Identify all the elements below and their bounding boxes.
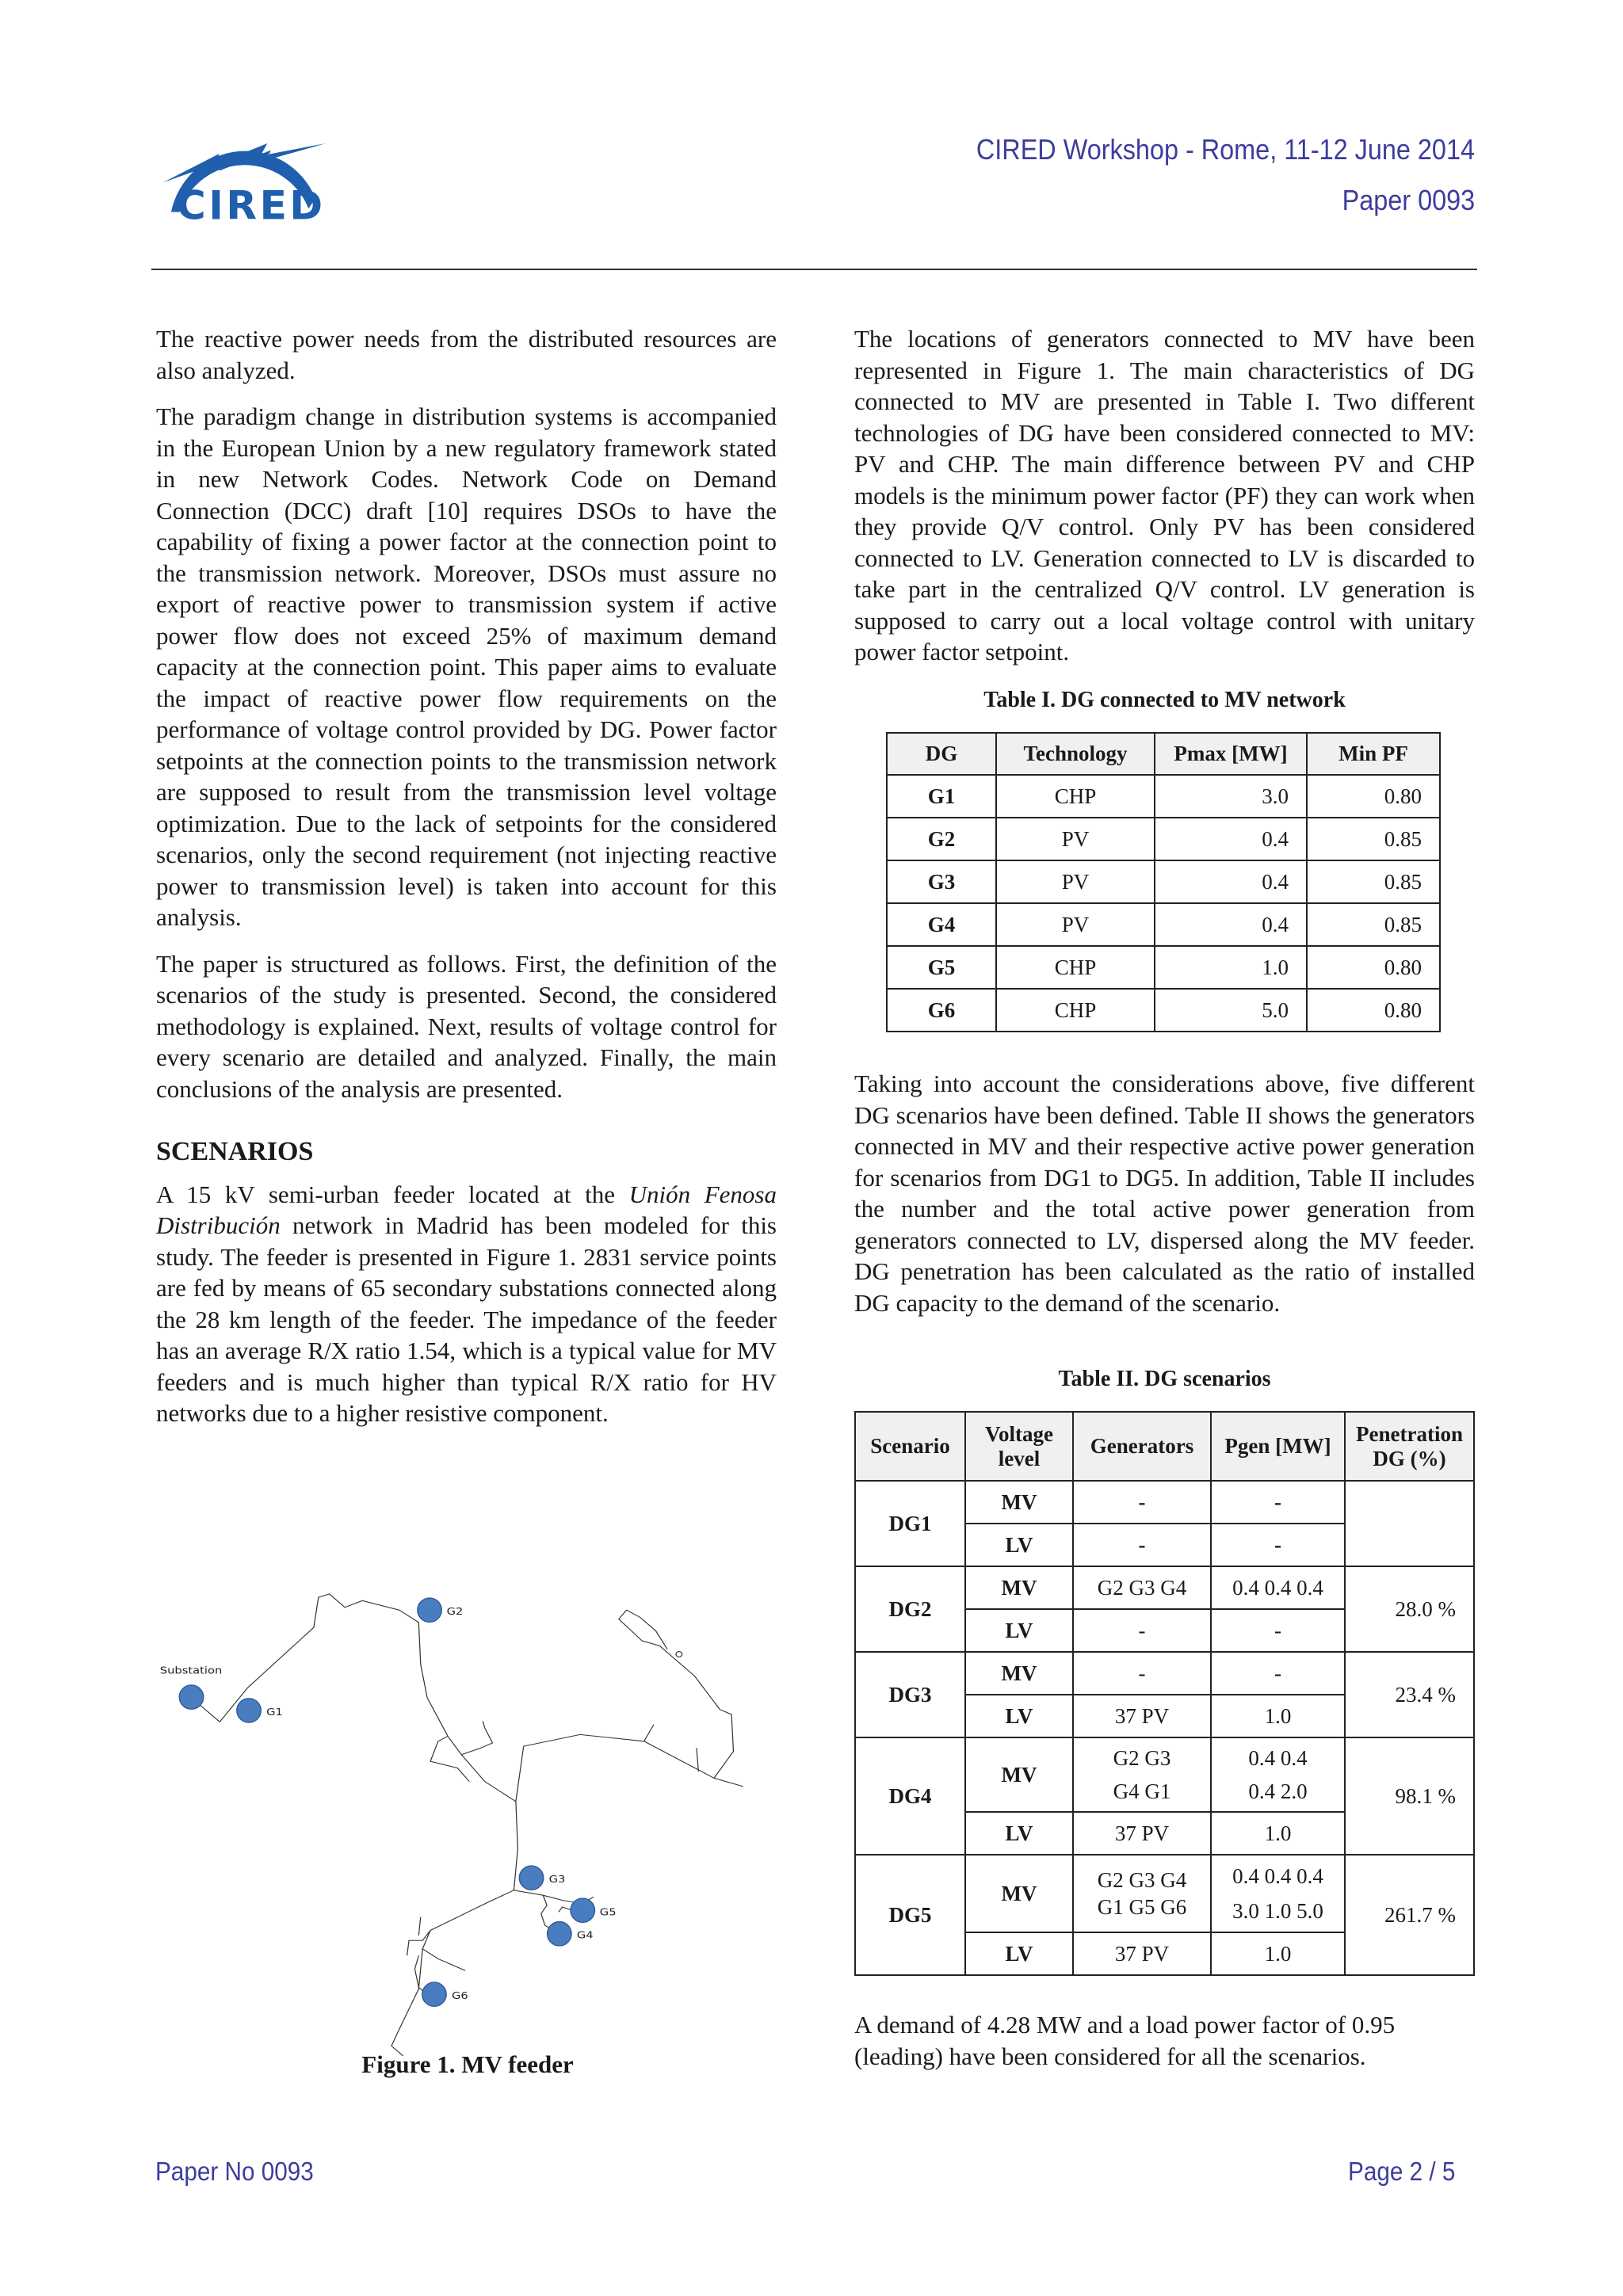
cell: 0.4: [1155, 860, 1307, 903]
generator-nodes: [179, 1598, 594, 2006]
cell-line: 0.4 0.4: [1248, 1746, 1308, 1770]
cell: G3: [887, 860, 996, 903]
cell: -: [1073, 1609, 1211, 1652]
cell: MV: [965, 1855, 1073, 1932]
cell: -: [1211, 1481, 1345, 1524]
g3-label: G3: [548, 1874, 566, 1886]
cell: G2: [887, 818, 996, 860]
paragraph: The locations of generators connected to MV have been represented in Figure 1. The main characteristics of DG connected to MV are presented in Table I. Two different technologies of DG have been considered connected to MV: PV and CHP. The main difference between PV and CHP models is the minimum power factor (PF) they can work when they provide Q/V control. Only PV has been considered connected to LV. Generation connected to LV is discarded to take part in the centralized Q/V control. LV generation is supposed to carry out a local voltage control with unitary power factor setpoint.: [854, 325, 1475, 666]
table-header: Pmax [MW]: [1155, 733, 1307, 775]
cell-line: 0.4 2.0: [1248, 1779, 1308, 1803]
table-header: Generators: [1073, 1412, 1211, 1481]
cell: LV: [965, 1932, 1073, 1975]
g4-label: G4: [576, 1929, 594, 1941]
right-column-p1: [854, 323, 1475, 683]
g2-node: [418, 1598, 441, 1622]
right-column-p2: [854, 1068, 1475, 1333]
table1-caption: Table I. DG connected to MV network: [983, 688, 1346, 712]
table-row: [887, 903, 1440, 946]
section-heading: SCENARIOS: [156, 1137, 314, 1166]
cell: -: [1211, 1652, 1345, 1695]
g5-label: G5: [599, 1906, 617, 1919]
cell: LV: [965, 1609, 1073, 1652]
cell-line: G2 G3 G4: [1097, 1868, 1187, 1892]
cell: G5: [887, 946, 996, 989]
scenario-cell: DG5: [855, 1855, 965, 1975]
table-row: [887, 946, 1440, 989]
cell-line: 3.0 1.0 5.0: [1232, 1899, 1323, 1923]
cell: PV: [996, 818, 1155, 860]
g5-node: [571, 1898, 594, 1922]
scenario-cell: DG2: [855, 1566, 965, 1652]
cell-line: G4 G1: [1113, 1779, 1171, 1803]
cell: PV: [996, 860, 1155, 903]
cell: [1073, 1737, 1211, 1812]
cell: 1.0: [1155, 946, 1307, 989]
cell: LV: [965, 1812, 1073, 1855]
cell: G2 G3 G4: [1073, 1566, 1211, 1609]
cell: LV: [965, 1695, 1073, 1737]
penetration-cell: 23.4 %: [1345, 1652, 1474, 1737]
paragraph: [156, 1179, 777, 1429]
footer-paper-no: Paper No 0093: [155, 2157, 314, 2186]
cell: MV: [965, 1652, 1073, 1695]
cell: G6: [887, 989, 996, 1032]
header-rule: [151, 269, 1477, 270]
cell: -: [1073, 1481, 1211, 1524]
cell: -: [1073, 1524, 1211, 1566]
cell: MV: [965, 1737, 1073, 1812]
cell: 0.4: [1155, 903, 1307, 946]
cell: LV: [965, 1524, 1073, 1566]
g1-node: [237, 1699, 261, 1722]
italic-text: Unión Fenosa Distribución: [156, 1180, 777, 1239]
cell: 3.0: [1155, 775, 1307, 818]
g1-label: G1: [266, 1706, 283, 1718]
cell: 37 PV: [1073, 1695, 1211, 1737]
cell: MV: [965, 1481, 1073, 1524]
cell: CHP: [996, 946, 1155, 989]
cell: 1.0: [1211, 1932, 1345, 1975]
scenario-cell: DG1: [855, 1481, 965, 1566]
conference-title: CIRED Workshop - Rome, 11-12 June 2014: [976, 133, 1475, 166]
cell: [1211, 1855, 1345, 1932]
table1: [886, 732, 1441, 1032]
paragraph: Taking into account the considerations above, five different DG scenarios have been defined. Table II shows the generators connected in MV and their respective active power generation for scenarios from DG1 to DG5. In addition, Table II includes the number and the total active power generation from generators connected to LV, dispersed along the MV feeder. DG penetration has been calculated as the ratio of installed DG capacity to the demand of the scenario.: [854, 1070, 1475, 1317]
penetration-cell: 98.1 %: [1345, 1737, 1474, 1855]
g2-label: G2: [446, 1606, 464, 1618]
table-header: Min PF: [1307, 733, 1440, 775]
cell: -: [1073, 1652, 1211, 1695]
penetration-cell: [1345, 1481, 1474, 1566]
cell: G1: [887, 775, 996, 818]
cell: 0.85: [1307, 818, 1440, 860]
cell: 0.85: [1307, 860, 1440, 903]
table-header: DG: [887, 733, 996, 775]
g6-node: [422, 1982, 446, 2006]
cired-logo: [151, 115, 357, 234]
table-header: Technology: [996, 733, 1155, 775]
cell: CHP: [996, 989, 1155, 1032]
cell: 0.80: [1307, 775, 1440, 818]
cell-line: 0.4 0.4 0.4: [1232, 1864, 1323, 1888]
table-row: [855, 1855, 1474, 1932]
cell: 37 PV: [1073, 1932, 1211, 1975]
left-column: [156, 323, 777, 1444]
table2: [854, 1411, 1475, 1976]
footer-page-number: Page 2 / 5: [1347, 2157, 1455, 2186]
cell: [1073, 1855, 1211, 1932]
table-row: [887, 860, 1440, 903]
penetration-cell: 28.0 %: [1345, 1566, 1474, 1652]
cell: -: [1211, 1609, 1345, 1652]
svg-text:CIRED: CIRED: [176, 181, 326, 229]
text: A 15 kV semi-urban feeder located at the: [156, 1180, 629, 1208]
table2-caption: Table II. DG scenarios: [1058, 1367, 1271, 1391]
table-row: [855, 1566, 1474, 1609]
table-header: Pgen [MW]: [1211, 1412, 1345, 1481]
table-header: Voltage level: [965, 1412, 1073, 1481]
penetration-cell: 261.7 %: [1345, 1855, 1474, 1975]
text: network in Madrid has been modeled for this study. The feeder is presented in Figure 1. 2831 service points are fed by means of 65 secondary substations connected along the 28 km length of the feeder. The impedance of the feeder has an average R/X ratio 1.54, which is a typical value for MV feeders and is much higher than typical R/X ratio for HV networks due to a higher resistive component.: [156, 1211, 777, 1427]
cell: 0.4: [1155, 818, 1307, 860]
table-row: [855, 1737, 1474, 1812]
table-header: Penetration DG (%): [1345, 1412, 1474, 1481]
mv-feeder-figure: [151, 1581, 753, 2056]
cell: 0.80: [1307, 989, 1440, 1032]
cell: MV: [965, 1566, 1073, 1609]
table-row: [855, 1481, 1474, 1524]
paragraph: A demand of 4.28 MW and a load power factor of 0.95 (leading) have been considered for all the scenarios.: [854, 2011, 1396, 2070]
figure-caption: Figure 1. MV feeder: [361, 2050, 574, 2078]
cell: 0.85: [1307, 903, 1440, 946]
g4-node: [548, 1922, 571, 1946]
cell: 1.0: [1211, 1695, 1345, 1737]
cell: PV: [996, 903, 1155, 946]
scenario-cell: DG4: [855, 1737, 965, 1855]
paragraph: The paper is structured as follows. First, the definition of the scenarios of the study is presented. Second, the considered methodology is explained. Next, results of voltage control for every scenario are detailed and analyzed. Finally, the main conclusions of the analysis are presented.: [156, 949, 777, 1103]
cell: CHP: [996, 775, 1155, 818]
cell: G4: [887, 903, 996, 946]
g6-label: G6: [452, 1990, 468, 2002]
substation-label: Substation: [159, 1665, 223, 1677]
table-row: [887, 818, 1440, 860]
cell: 1.0: [1211, 1812, 1345, 1855]
cell: 0.80: [1307, 946, 1440, 989]
paragraph: The paradigm change in distribution systems is accompanied in the European Union by a new regulatory framework stated in new Network Codes. Network Code on Demand Connection (DCC) draft [10] requires DSOs to have the capability of fixing a power factor at the connection point to the transmission network. Moreover, DSOs must assure no export of reactive power to transmission system if active power flow does not exceed 25% of maximum demand capacity at the connection point. This paper aims to evaluate the impact of reactive power flow requirements on the performance of voltage control provided by DG. Power factor setpoints at the connection points to the transmission network are supposed to result from the transmission level voltage optimization. Due to the lack of setpoints for the considered scenarios, only the second requirement (not injecting reactive power to transmission level) is taken into account for this analysis.: [156, 402, 777, 931]
cell: -: [1211, 1524, 1345, 1566]
paper-number: Paper 0093: [1342, 184, 1475, 216]
table-row: [887, 775, 1440, 818]
substation-node: [179, 1685, 203, 1709]
scenario-cell: DG3: [855, 1652, 965, 1737]
g3-node: [519, 1866, 543, 1890]
table-row: [855, 1652, 1474, 1695]
right-column-p3: [854, 2009, 1475, 2087]
table-row: [887, 989, 1440, 1032]
cell-line: G2 G3: [1113, 1746, 1171, 1770]
cell: 0.4 0.4 0.4: [1211, 1566, 1345, 1609]
table-header: Scenario: [855, 1412, 965, 1481]
paragraph: The reactive power needs from the distributed resources are also analyzed.: [156, 325, 777, 384]
cell: [1211, 1737, 1345, 1812]
cell: 37 PV: [1073, 1812, 1211, 1855]
cell-line: G1 G5 G6: [1097, 1895, 1187, 1919]
cell: 5.0: [1155, 989, 1307, 1032]
